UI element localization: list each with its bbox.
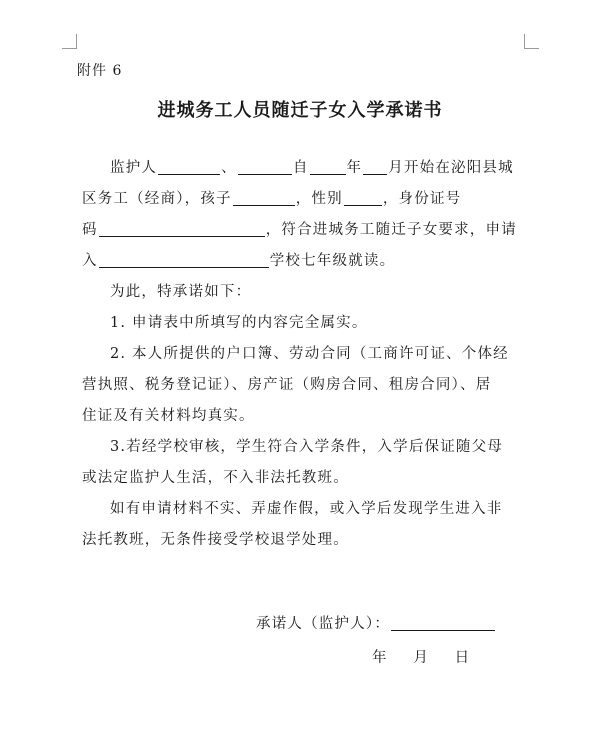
promise-item-2-line-1: 2. 本人所提供的户口簿、劳动合同（工商许可证、个体经	[110, 346, 509, 362]
crop-mark-top-right	[524, 34, 539, 49]
text-work-child: 区务工（经商），孩子	[82, 191, 232, 207]
signature-label: 承诺人（监护人）：	[256, 616, 391, 632]
text-id-number: ，身份证号	[382, 191, 462, 207]
closing-line-1: 如有申请材料不实、弄虚作假，或入学后发现学生进入非	[110, 501, 503, 517]
blank-school-name	[99, 251, 269, 268]
document-title: 进城务工人员随迁子女入学承诺书	[157, 100, 443, 121]
promise-item-1: 1. 申请表中所填写的内容完全属实。	[110, 315, 368, 331]
text-gender: ，性别	[295, 191, 343, 207]
promise-item-2-line-2: 营执照、税务登记证）、房产证（购房合同、租房合同）、居	[82, 377, 492, 393]
blank-id-number	[99, 220, 265, 237]
date-day: 日	[454, 650, 471, 666]
crop-mark-top-left	[62, 34, 77, 49]
text-enter: 入	[82, 253, 98, 269]
promise-item-3-line-1: 3.若经学校审核，学生符合入学条件，入学后保证随父母	[110, 439, 504, 455]
body-line-1	[110, 158, 514, 178]
text-code: 码	[82, 222, 98, 238]
text-from: 自	[292, 160, 309, 176]
blank-year	[310, 158, 346, 175]
signature-date	[372, 646, 470, 667]
text-comma: 、	[221, 160, 237, 176]
blank-guardian-1	[158, 158, 220, 175]
blank-month	[363, 158, 387, 175]
text-month-start: 月开始在泌阳县城	[388, 160, 514, 176]
promise-intro: 为此，特承诺如下：	[110, 284, 252, 300]
blank-child-name	[233, 189, 295, 206]
closing-line-2: 法托教班，无条件接受学校退学处理。	[82, 532, 349, 548]
promise-item-2-line-3: 住证及有关材料均真实。	[82, 408, 255, 424]
text-grade-seven: 学校七年级就读。	[269, 253, 396, 269]
signature-line	[256, 612, 496, 633]
attachment-label: 附件 6	[77, 63, 123, 79]
blank-gender	[344, 189, 382, 206]
body-line-4	[82, 251, 395, 271]
body-line-2	[82, 189, 461, 209]
body-line-3	[82, 220, 517, 240]
date-month: 月	[413, 650, 430, 666]
blank-signature	[391, 614, 495, 631]
blank-guardian-2	[238, 158, 292, 175]
date-year: 年	[372, 650, 388, 666]
text-year: 年	[346, 160, 363, 176]
text-guardian: 监护人	[110, 160, 158, 176]
text-meets-requirements: ，符合进城务工随迁子女要求，申请	[265, 222, 517, 238]
promise-item-3-line-2: 或法定监护人生活，不入非法托教班。	[82, 470, 349, 486]
